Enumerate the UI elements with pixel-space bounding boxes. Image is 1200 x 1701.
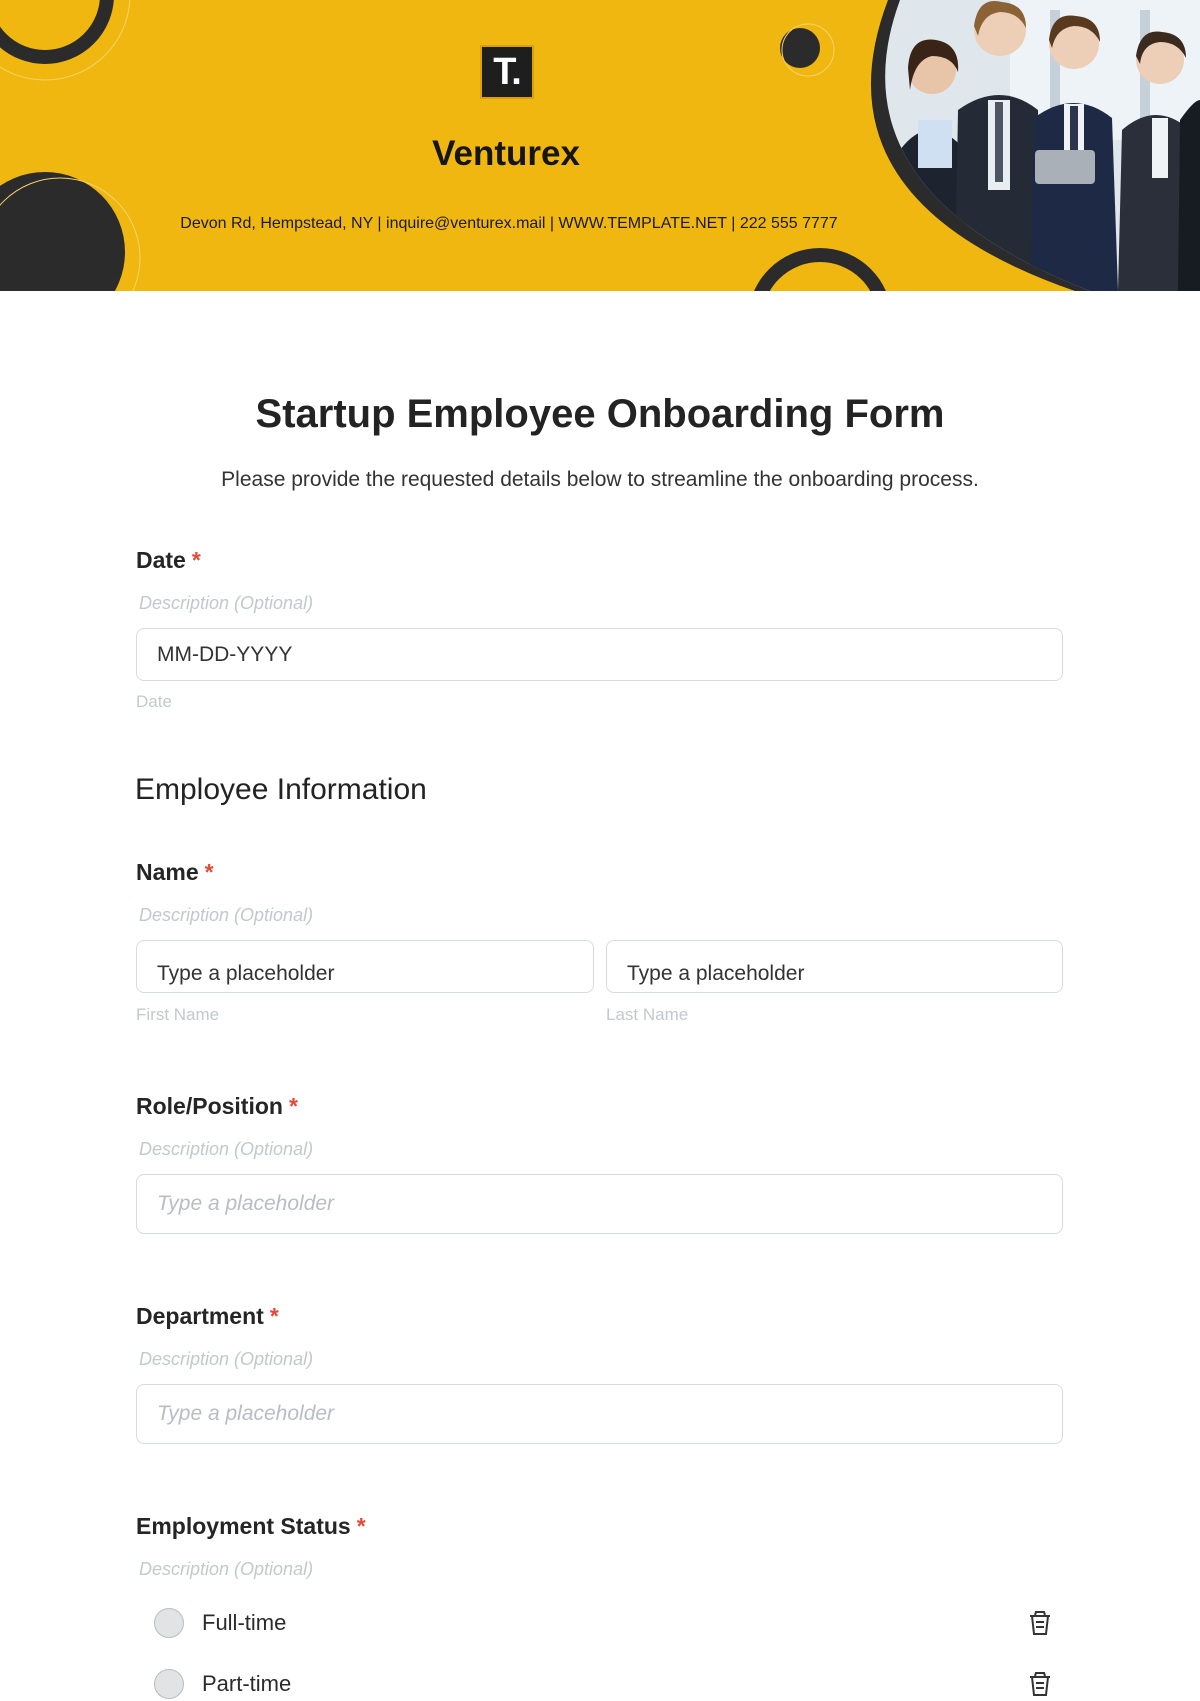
department-placeholder: Type a placeholder — [157, 1402, 335, 1425]
date-label — [136, 547, 201, 574]
last-name-value: Type a placeholder — [627, 962, 805, 985]
role-label — [136, 1093, 298, 1120]
role-placeholder: Type a placeholder — [157, 1192, 335, 1215]
last-name-input[interactable] — [606, 940, 1063, 993]
role-label-text: Role/Position — [136, 1093, 283, 1119]
logo-letter: T. — [493, 50, 521, 93]
name-description: Description (Optional) — [139, 905, 314, 925]
trash-icon[interactable] — [1026, 1609, 1054, 1637]
date-description: Description (Optional) — [139, 593, 314, 613]
form-title: Startup Employee Onboarding Form — [255, 392, 945, 436]
last-name-sublabel: Last Name — [606, 1005, 689, 1024]
role-description: Description (Optional) — [139, 1139, 314, 1159]
date-sublabel: Date — [136, 692, 172, 711]
department-input[interactable] — [136, 1384, 1063, 1444]
date-label-text: Date — [136, 547, 186, 573]
radio-button[interactable] — [154, 1608, 184, 1638]
required-mark: * — [356, 1513, 366, 1539]
required-mark: * — [191, 547, 201, 573]
department-label — [136, 1303, 279, 1330]
team-photo — [860, 0, 1200, 291]
radio-label: Full-time — [202, 1610, 287, 1635]
form-subtitle: Please provide the requested details below to streamline the onboarding process. — [221, 468, 979, 491]
radio-button[interactable] — [154, 1669, 184, 1699]
required-mark: * — [269, 1303, 279, 1329]
department-description: Description (Optional) — [139, 1349, 314, 1369]
department-label-text: Department — [136, 1303, 264, 1329]
role-input[interactable] — [136, 1174, 1063, 1234]
radio-option-part-time[interactable] — [154, 1668, 1054, 1700]
date-input-value: MM-DD-YYYY — [157, 642, 293, 666]
date-input[interactable] — [136, 628, 1063, 681]
employment-status-label — [136, 1513, 366, 1540]
name-label-text: Name — [136, 859, 199, 885]
first-name-input[interactable] — [136, 940, 594, 993]
required-mark: * — [204, 859, 214, 885]
required-mark: * — [288, 1093, 298, 1119]
radio-option-full-time[interactable] — [154, 1607, 1054, 1639]
radio-label: Part-time — [202, 1671, 292, 1696]
company-logo — [480, 45, 534, 99]
section-title-employee-information: Employee Information — [135, 773, 427, 806]
trash-icon[interactable] — [1026, 1670, 1054, 1698]
first-name-sublabel: First Name — [136, 1005, 220, 1024]
name-label — [136, 859, 214, 886]
header-banner — [0, 0, 1200, 291]
company-contact: Devon Rd, Hempstead, NY | inquire@venturex.mail | WWW.TEMPLATE.NET | 222 555 7777 — [180, 215, 838, 232]
employment-status-description: Description (Optional) — [139, 1559, 314, 1579]
first-name-value: Type a placeholder — [157, 962, 335, 985]
employment-status-label-text: Employment Status — [136, 1513, 351, 1539]
company-name: Venturex — [432, 134, 580, 173]
